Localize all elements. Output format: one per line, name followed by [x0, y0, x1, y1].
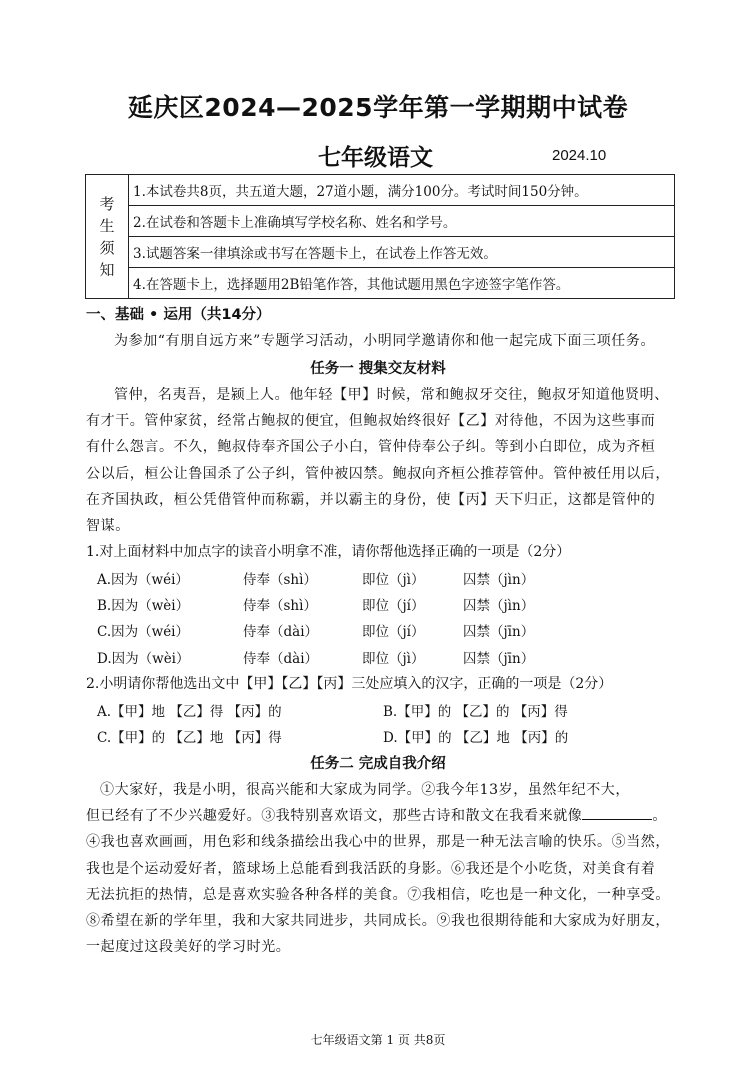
- option-d-4: 囚禁（jīn）: [463, 651, 535, 667]
- notice-item: 3.试题答案一律填涂或书写在答题卡上，在试卷上作答无效。: [129, 237, 675, 268]
- task-title: 任务一 搜集交友材料: [310, 361, 446, 377]
- notice-heading: [86, 175, 129, 299]
- notice-table: [85, 174, 675, 299]
- q2-option-c[interactable]: C.【甲】的 【乙】地 【丙】得: [97, 730, 282, 746]
- option-d-2: 侍奉（dài）: [243, 651, 319, 667]
- section-title: 一、基础 • 运用（共14分）: [86, 307, 271, 323]
- passage-line: 有才干。管仲家贫，经常占鲍叔的便宜，但鲍叔始终很好【乙】对待他，不因为这些事而: [86, 413, 656, 429]
- notice-item: 1.本试卷共8页，共五道大题，27道小题，满分100分。考试时间150分钟。: [129, 175, 675, 206]
- option-b-2: 侍奉（shì）: [243, 598, 317, 614]
- option-d-1[interactable]: D.因为（wèi）: [97, 651, 190, 667]
- notice-heading-char: 须: [99, 238, 115, 257]
- answer-blank[interactable]: [582, 805, 652, 820]
- question-stem: 1.对上面材料中加点字的读音小明拿不准，请你帮他选择正确的一项是（2分）: [86, 544, 571, 560]
- section-intro: 为参加“有朋自远方来”专题学习活动，小明同学邀请你和他一起完成下面三项任务。: [114, 333, 656, 349]
- option-c-2: 侍奉（dài）: [243, 624, 319, 640]
- passage-line: ④我也喜欢画画，用色彩和线条描绘出我心中的世界，那是一种无法言喻的快乐。⑤当然，: [86, 834, 670, 850]
- passage-line: 有什么怨言。不久，鲍叔侍奉齐国公子小白，管仲侍奉公子纠。等到小白即位，成为齐桓: [86, 439, 656, 455]
- option-a-2: 侍奉（shì）: [243, 572, 317, 588]
- notice-heading-char: 考: [99, 194, 115, 213]
- option-b-3: 即位（jí）: [362, 598, 425, 614]
- option-c-4: 囚禁（jīn）: [463, 624, 535, 640]
- passage-line: [86, 805, 667, 825]
- passage-line: 我也是个运动爱好者，篮球场上总能看到我活跃的身影。⑥我还是个小吃货，对美食有着: [86, 861, 656, 877]
- passage-text: 。: [652, 808, 668, 824]
- question-stem: 2.小明请你帮他选出文中【甲】【乙】【丙】三处应填入的汉字，正确的一项是（2分）: [86, 676, 613, 692]
- option-a-1[interactable]: A.因为（wéi）: [97, 572, 189, 588]
- option-b-4: 囚禁（jìn）: [463, 598, 535, 614]
- option-a-4: 囚禁（jìn）: [463, 572, 535, 588]
- page-footer: 七年级语文第 1 页 共8页: [310, 1033, 446, 1047]
- passage-text: 但已经有了不少兴趣爱好。③我特别喜欢语文，那些古诗和散文在我看来就像: [86, 808, 583, 824]
- passage-line: ⑧希望在新的学年里，我和大家共同进步，共同成长。⑨我也很期待能和大家成为好朋友，: [86, 913, 670, 929]
- q2-option-d[interactable]: D.【甲】的 【乙】地 【丙】的: [383, 730, 569, 746]
- passage-line: ①大家好，我是小明，很高兴能和大家成为同学。②我今年13岁，虽然年纪不大，: [100, 782, 631, 798]
- option-b-1[interactable]: B.因为（wèi）: [97, 598, 190, 614]
- notice-heading-char: 知: [99, 260, 115, 279]
- exam-title: 延庆区2024—2025学年第一学期期中试卷: [127, 93, 629, 122]
- passage-line: 智谋。: [86, 518, 130, 534]
- notice-item: 2.在试卷和答题卡上准确填写学校名称、姓名和学号。: [129, 206, 675, 237]
- option-d-3: 即位（jì）: [362, 651, 425, 667]
- option-c-3: 即位（jí）: [362, 624, 425, 640]
- notice-item: 4.在答题卡上，选择题用2B铅笔作答，其他试题用黑色字迹签字笔作答。: [129, 268, 675, 299]
- exam-subtitle: 七年级语文: [318, 145, 433, 171]
- passage-line: 在齐国执政，桓公凭借管仲而称霸，并以霸主的身份，使【丙】天下归正，这都是管仲的: [86, 492, 656, 508]
- option-c-1[interactable]: C.因为（wéi）: [97, 624, 190, 640]
- passage-line: 管仲，名夷吾，是颍上人。他年轻【甲】时候，常和鲍叔牙交往，鲍叔牙知道他贤明、: [114, 387, 669, 403]
- option-a-3: 即位（jì）: [362, 572, 425, 588]
- notice-heading-char: 生: [99, 216, 115, 235]
- q2-option-a[interactable]: A.【甲】地 【乙】得 【丙】的: [97, 704, 282, 720]
- q2-option-b[interactable]: B.【甲】的 【乙】的 【丙】得: [383, 704, 568, 720]
- task-title: 任务二 完成自我介绍: [310, 756, 446, 772]
- passage-line: 一起度过这段美好的学习时光。: [86, 939, 291, 955]
- passage-line: 无法抗拒的热情，总是喜欢实验各种各样的美食。⑦我相信，吃也是一种文化，一种享受。: [86, 887, 670, 903]
- passage-line: 公以后，桓公让鲁国杀了公子纠，管仲被囚禁。鲍叔向齐桓公推荐管仲。管仲被任用以后，: [86, 466, 670, 482]
- exam-date: 2024.10: [552, 147, 607, 164]
